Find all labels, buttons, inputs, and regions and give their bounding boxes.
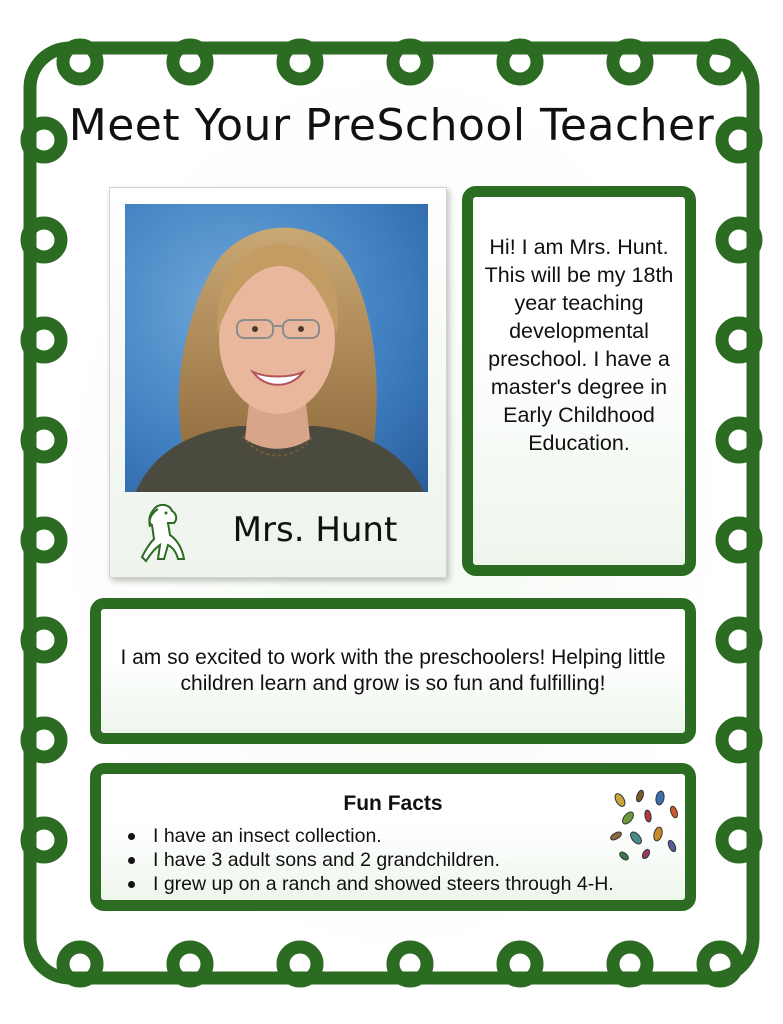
border-loop-bottom [63,947,97,981]
border-loop-left [27,723,61,757]
bio-text: Hi! I am Mrs. Hunt. This will be my 18th year teaching developmental preschool. I have a master's degree in Early Childhood Education. [484,235,674,455]
border-loop-top [613,45,647,79]
border-loop-bottom [283,947,317,981]
teacher-photo-card [109,187,447,578]
border-loop-left [27,523,61,557]
border-loop-right [722,323,756,357]
fun-fact-item: I have 3 adult sons and 2 grandchildren. [123,848,614,872]
border-loop-bottom [393,947,427,981]
fun-fact-item: I grew up on a ranch and showed steers through 4-H. [123,872,614,896]
insect-collection-icon [606,786,684,864]
border-loop-top [283,45,317,79]
border-loop-left [27,323,61,357]
bio-box [462,186,696,576]
border-loop-top [173,45,207,79]
border-loop-top [393,45,427,79]
fun-facts-list [123,824,614,896]
border-loop-right [722,423,756,457]
border-loop-top [63,45,97,79]
border-loop-right [722,223,756,257]
border-loop-bottom [613,947,647,981]
border-loop-bottom [173,947,207,981]
message-text: I am so excited to work with the preschoolers! Helping little children learn and grow is so fun and fulfilling! [120,646,666,695]
mustang-horse-icon [138,501,190,567]
border-loop-left [27,423,61,457]
border-loop-bottom [703,947,737,981]
border-loop-bottom [503,947,537,981]
teacher-portrait [125,204,428,492]
fun-fact-item: I have an insect collection. [123,824,614,848]
teacher-name: Mrs. Hunt [232,510,398,550]
message-box [90,598,696,744]
border-loop-top [503,45,537,79]
border-loop-right [722,823,756,857]
page-title: Meet Your PreSchool Teacher [68,100,715,151]
border-loop-right [722,623,756,657]
border-loop-top [703,45,737,79]
fun-facts-box [90,763,696,911]
border-loop-right [722,723,756,757]
fun-facts-title: Fun Facts [343,792,443,815]
border-loop-left [27,623,61,657]
border-loop-left [27,223,61,257]
border-loop-left [27,823,61,857]
border-loop-right [722,523,756,557]
